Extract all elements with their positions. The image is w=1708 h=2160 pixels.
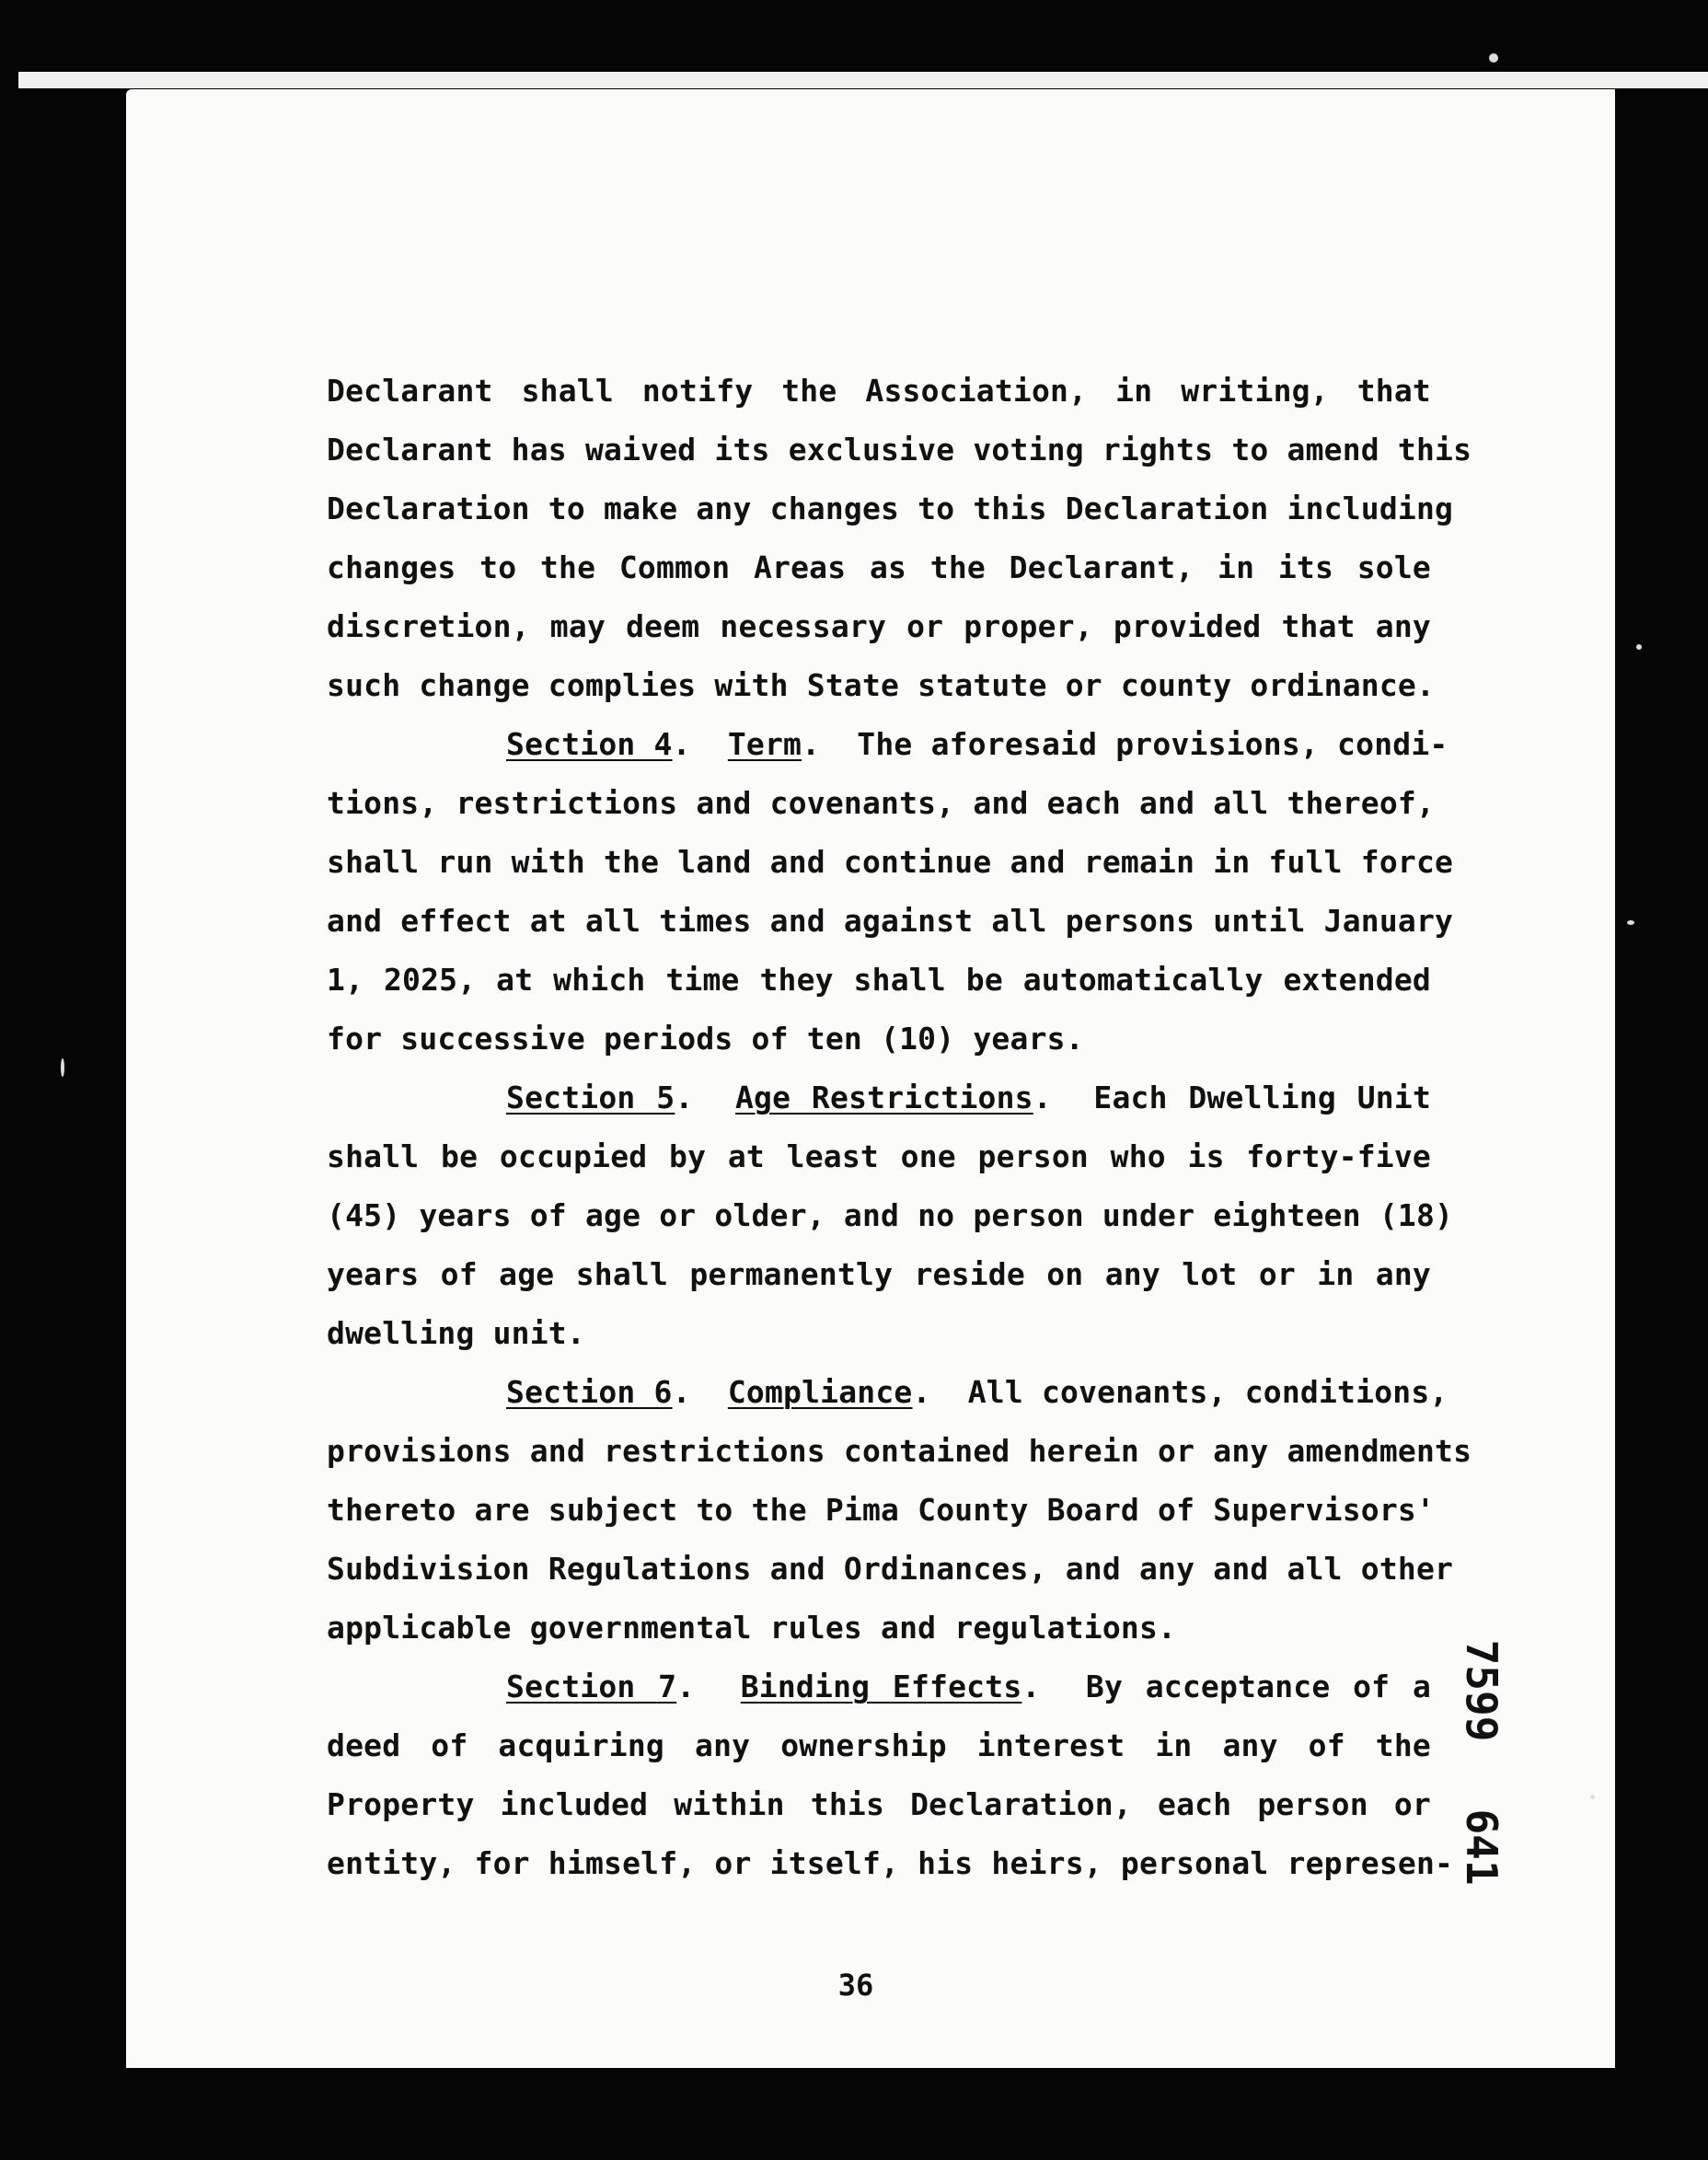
body-line: tions, restrictions and covenants, and each and all thereof,	[327, 785, 1436, 821]
section-4-first-line: Section 4. Term. The aforesaid provisions, condi-	[506, 726, 1448, 762]
document-body	[327, 362, 1472, 1893]
section-7-heading: Binding Effects	[740, 1669, 1022, 1704]
scan-speck	[1636, 644, 1642, 650]
body-line: Declarant shall notify the Association, in writing, that	[327, 373, 1431, 409]
section-7-label: Section 7	[506, 1669, 677, 1704]
body-line: Declaration to make any changes to this Declaration including	[327, 491, 1454, 526]
section-6-heading: Compliance	[727, 1374, 913, 1410]
body-line: years of age shall permanently reside on any lot or in any	[327, 1256, 1431, 1292]
body-line: (45) years of age or older, and no person under eighteen (18)	[327, 1197, 1454, 1233]
body-line: and effect at all times and against all persons until January	[327, 903, 1454, 939]
docket-page: 641	[1457, 1808, 1506, 1886]
section-4-first-line-text: The aforesaid provisions, condi-	[857, 726, 1448, 762]
section-6-label: Section 6	[506, 1374, 673, 1410]
scan-edge-strip	[18, 72, 1708, 88]
section-5-first-line-text: Each Dwelling Unit	[1093, 1080, 1432, 1115]
section-5-heading: Age Restrictions	[734, 1080, 1033, 1115]
body-line: changes to the Common Areas as the Declarant, in its sole	[327, 549, 1431, 585]
section-5-first-line: Section 5. Age Restrictions. Each Dwelling Unit	[506, 1080, 1432, 1115]
body-line: such change complies with State statute or county ordinance.	[327, 667, 1436, 703]
section-7-first-line: Section 7. Binding Effects. By acceptance of a	[506, 1669, 1432, 1704]
body-line: shall be occupied by at least one person who is forty-five	[327, 1138, 1431, 1174]
scan-speck	[1489, 53, 1498, 63]
body-line: Declarant has waived its exclusive voting rights to amend this	[327, 432, 1472, 468]
section-7-first-line-text: By acceptance of a	[1085, 1669, 1432, 1704]
page-number: 36	[837, 1968, 874, 2003]
body-line: discretion, may deem necessary or proper, provided that any	[327, 608, 1431, 644]
scan-speck	[61, 1058, 64, 1077]
body-line: deed of acquiring any ownership interest in any of the	[327, 1727, 1431, 1763]
body-line: entity, for himself, or itself, his heirs, personal represen-	[327, 1845, 1454, 1881]
section-6-first-line: Section 6. Compliance. All covenants, conditions,	[506, 1374, 1448, 1410]
section-5-label: Section 5	[506, 1080, 675, 1115]
body-line: dwelling unit.	[327, 1315, 585, 1351]
body-line: Subdivision Regulations and Ordinances, and any and all other	[327, 1551, 1454, 1587]
section-4-heading: Term	[727, 726, 802, 762]
section-6-first-line-text: All covenants, conditions,	[967, 1374, 1448, 1410]
section-4-label: Section 4	[506, 726, 673, 762]
recording-stamp	[1457, 1601, 1506, 1886]
body-line: for successive periods of ten (10) years.	[327, 1021, 1084, 1057]
body-line: shall run with the land and continue and remain in full force	[327, 844, 1454, 880]
docket-number: 7599	[1457, 1639, 1506, 1742]
body-line: applicable governmental rules and regulations.	[327, 1610, 1177, 1646]
scan-speck	[1627, 920, 1634, 925]
body-line: provisions and restrictions contained herein or any amendments	[327, 1433, 1472, 1469]
scan-speck	[1590, 1795, 1595, 1799]
body-line: thereto are subject to the Pima County Board of Supervisors'	[327, 1492, 1436, 1528]
body-line: 1, 2025, at which time they shall be automatically extended	[327, 962, 1431, 998]
body-line: Property included within this Declaration, each person or	[327, 1786, 1431, 1822]
